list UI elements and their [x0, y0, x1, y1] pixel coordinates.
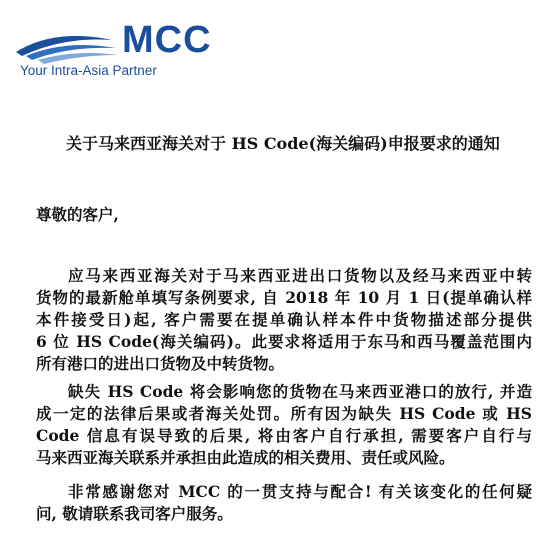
paragraph-line: 货物的最新舱单填写条例要求, 自 2018 年 10 月 1 日(提单确认样	[36, 288, 532, 307]
paragraph-line: 成一定的法律后果或者海关处罚。所有因为缺失 HS Code 或 HS	[36, 404, 532, 423]
paragraph-line: 6 位 HS Code(海关编码)。此要求将适用于东马和西马覆盖范围内	[36, 332, 532, 351]
paragraph-line: Code 信息有误导致的后果, 将由客户自行承担, 需要客户自行与	[36, 426, 532, 445]
greeting: 尊敬的客户,	[36, 205, 119, 224]
paragraph-line: 缺失 HS Code 将会影响您的货物在马来西亚港口的放行, 并造	[68, 382, 532, 401]
paragraph-line: 非常感谢您对 MCC 的一贯支持与配合! 有关该变化的任何疑	[68, 482, 532, 501]
paragraph-requirement	[36, 265, 532, 375]
logo-wordmark: MCC	[122, 19, 212, 61]
paragraph-thanks	[36, 481, 532, 525]
paragraph-line: 应马来西亚海关对于马来西亚进出口货物以及经马来西亚中转	[68, 266, 532, 285]
paragraph-consequences	[36, 381, 532, 469]
paragraph-line: 所有港口的进出口货物及中转货物。	[36, 354, 285, 373]
logo-tagline: Your Intra-Asia Partner	[20, 63, 157, 78]
paragraph-line: 马来西亚海关联系并承担由此造成的相关费用、责任或风险。	[36, 448, 455, 467]
paragraph-line: 本件接受日)起, 客户需要在提单确认样本件中货物描述部分提供	[36, 310, 532, 329]
notice-title: 关于马来西亚海关对于 HS Code(海关编码)申报要求的通知	[66, 134, 500, 153]
paragraph-line: 问, 敬请联系我司客户服务。	[36, 504, 233, 523]
